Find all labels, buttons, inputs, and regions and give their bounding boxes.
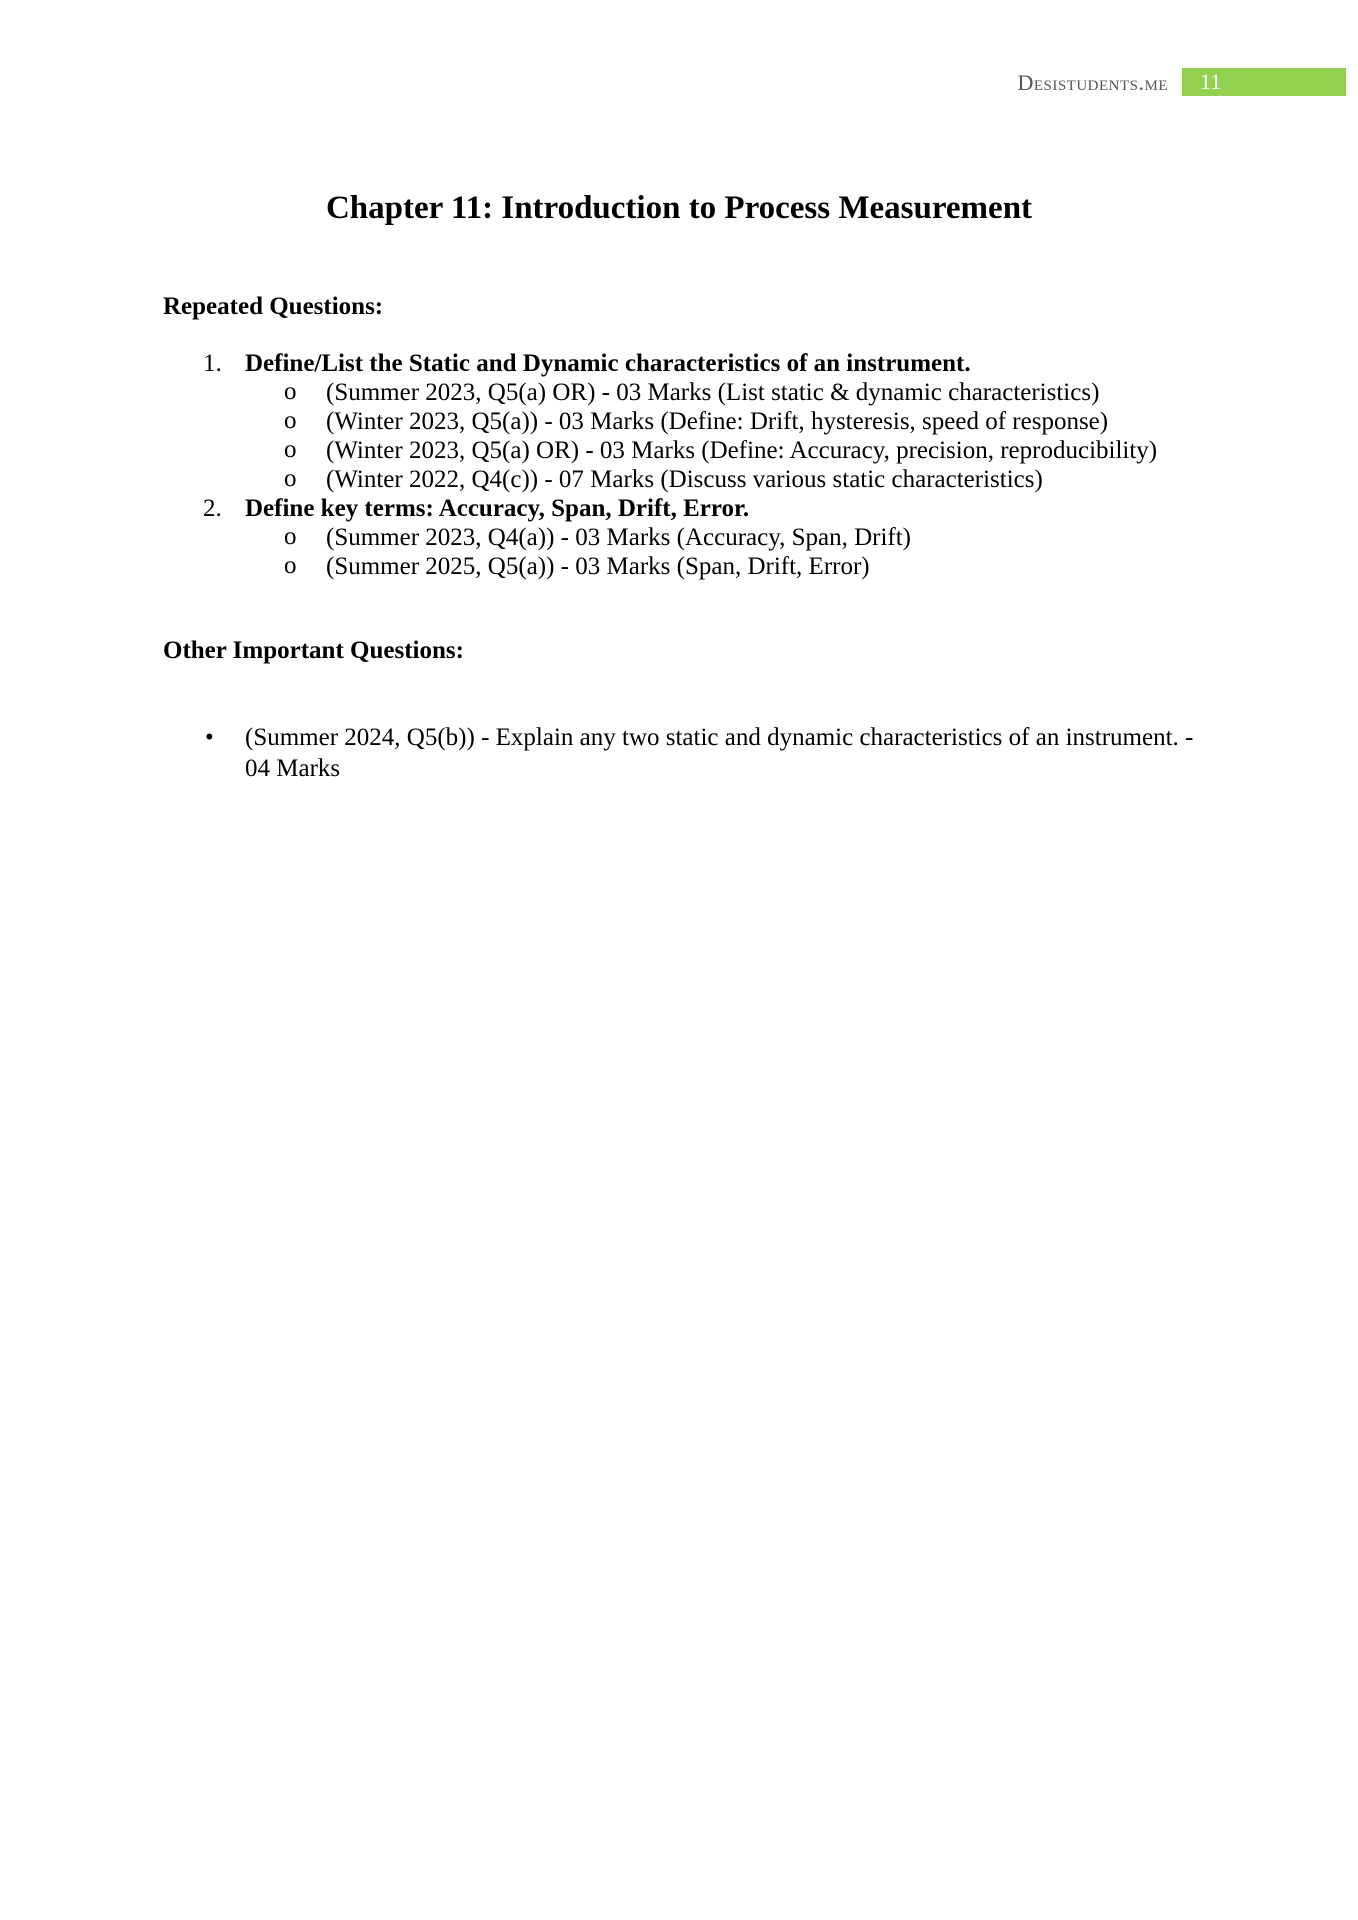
reference-text: (Summer 2023, Q4(a)) - 03 Marks (Accuracy, Span, Drift) [326, 524, 912, 551]
question-reference [163, 523, 1223, 552]
repeated-questions-heading: Repeated Questions: [163, 293, 384, 320]
circle-bullet-icon: o [284, 407, 297, 434]
site-name: Desistudents.me [1017, 70, 1168, 95]
question-reference [163, 465, 1223, 494]
circle-bullet-icon: o [284, 378, 297, 405]
page-number-badge [1182, 68, 1346, 96]
question-text: Define key terms: Accuracy, Span, Drift, Error. [245, 495, 750, 522]
question-reference [163, 378, 1223, 407]
question-item [163, 349, 1223, 494]
reference-text: (Summer 2023, Q5(a) OR) - 03 Marks (List static & dynamic characteristics) [326, 379, 1100, 406]
bullet-icon: • [205, 724, 214, 751]
other-questions-heading: Other Important Questions: [163, 637, 464, 664]
circle-bullet-icon: o [284, 436, 297, 463]
other-questions-list [163, 722, 1223, 784]
question-text: Define/List the Static and Dynamic characteristics of an instrument. [245, 350, 971, 377]
circle-bullet-icon: o [284, 552, 297, 579]
reference-text: (Winter 2023, Q5(a)) - 03 Marks (Define: Drift, hysteresis, speed of response) [326, 408, 1109, 435]
circle-bullet-icon: o [284, 465, 297, 492]
list-item [163, 722, 1223, 784]
reference-text: (Winter 2022, Q4(c)) - 07 Marks (Discuss various static characteristics) [326, 466, 1043, 493]
question-number: 1. [203, 350, 222, 377]
reference-text: (Summer 2025, Q5(a)) - 03 Marks (Span, Drift, Error) [326, 553, 870, 580]
question-reference [163, 552, 1223, 581]
other-question-text: (Summer 2024, Q5(b)) - Explain any two static and dynamic characteristics of an instrument. - 04 Marks [245, 724, 1194, 782]
chapter-title: Chapter 11: Introduction to Process Measurement [325, 190, 1033, 226]
repeated-questions-list [163, 349, 1223, 581]
question-reference [163, 436, 1223, 465]
question-reference [163, 407, 1223, 436]
circle-bullet-icon: o [284, 523, 297, 550]
page-number: 11 [1200, 69, 1222, 94]
reference-text: (Winter 2023, Q5(a) OR) - 03 Marks (Define: Accuracy, precision, reproducibility) [326, 437, 1158, 464]
question-number: 2. [203, 495, 222, 522]
question-item [163, 494, 1223, 581]
page-header [0, 68, 1358, 96]
